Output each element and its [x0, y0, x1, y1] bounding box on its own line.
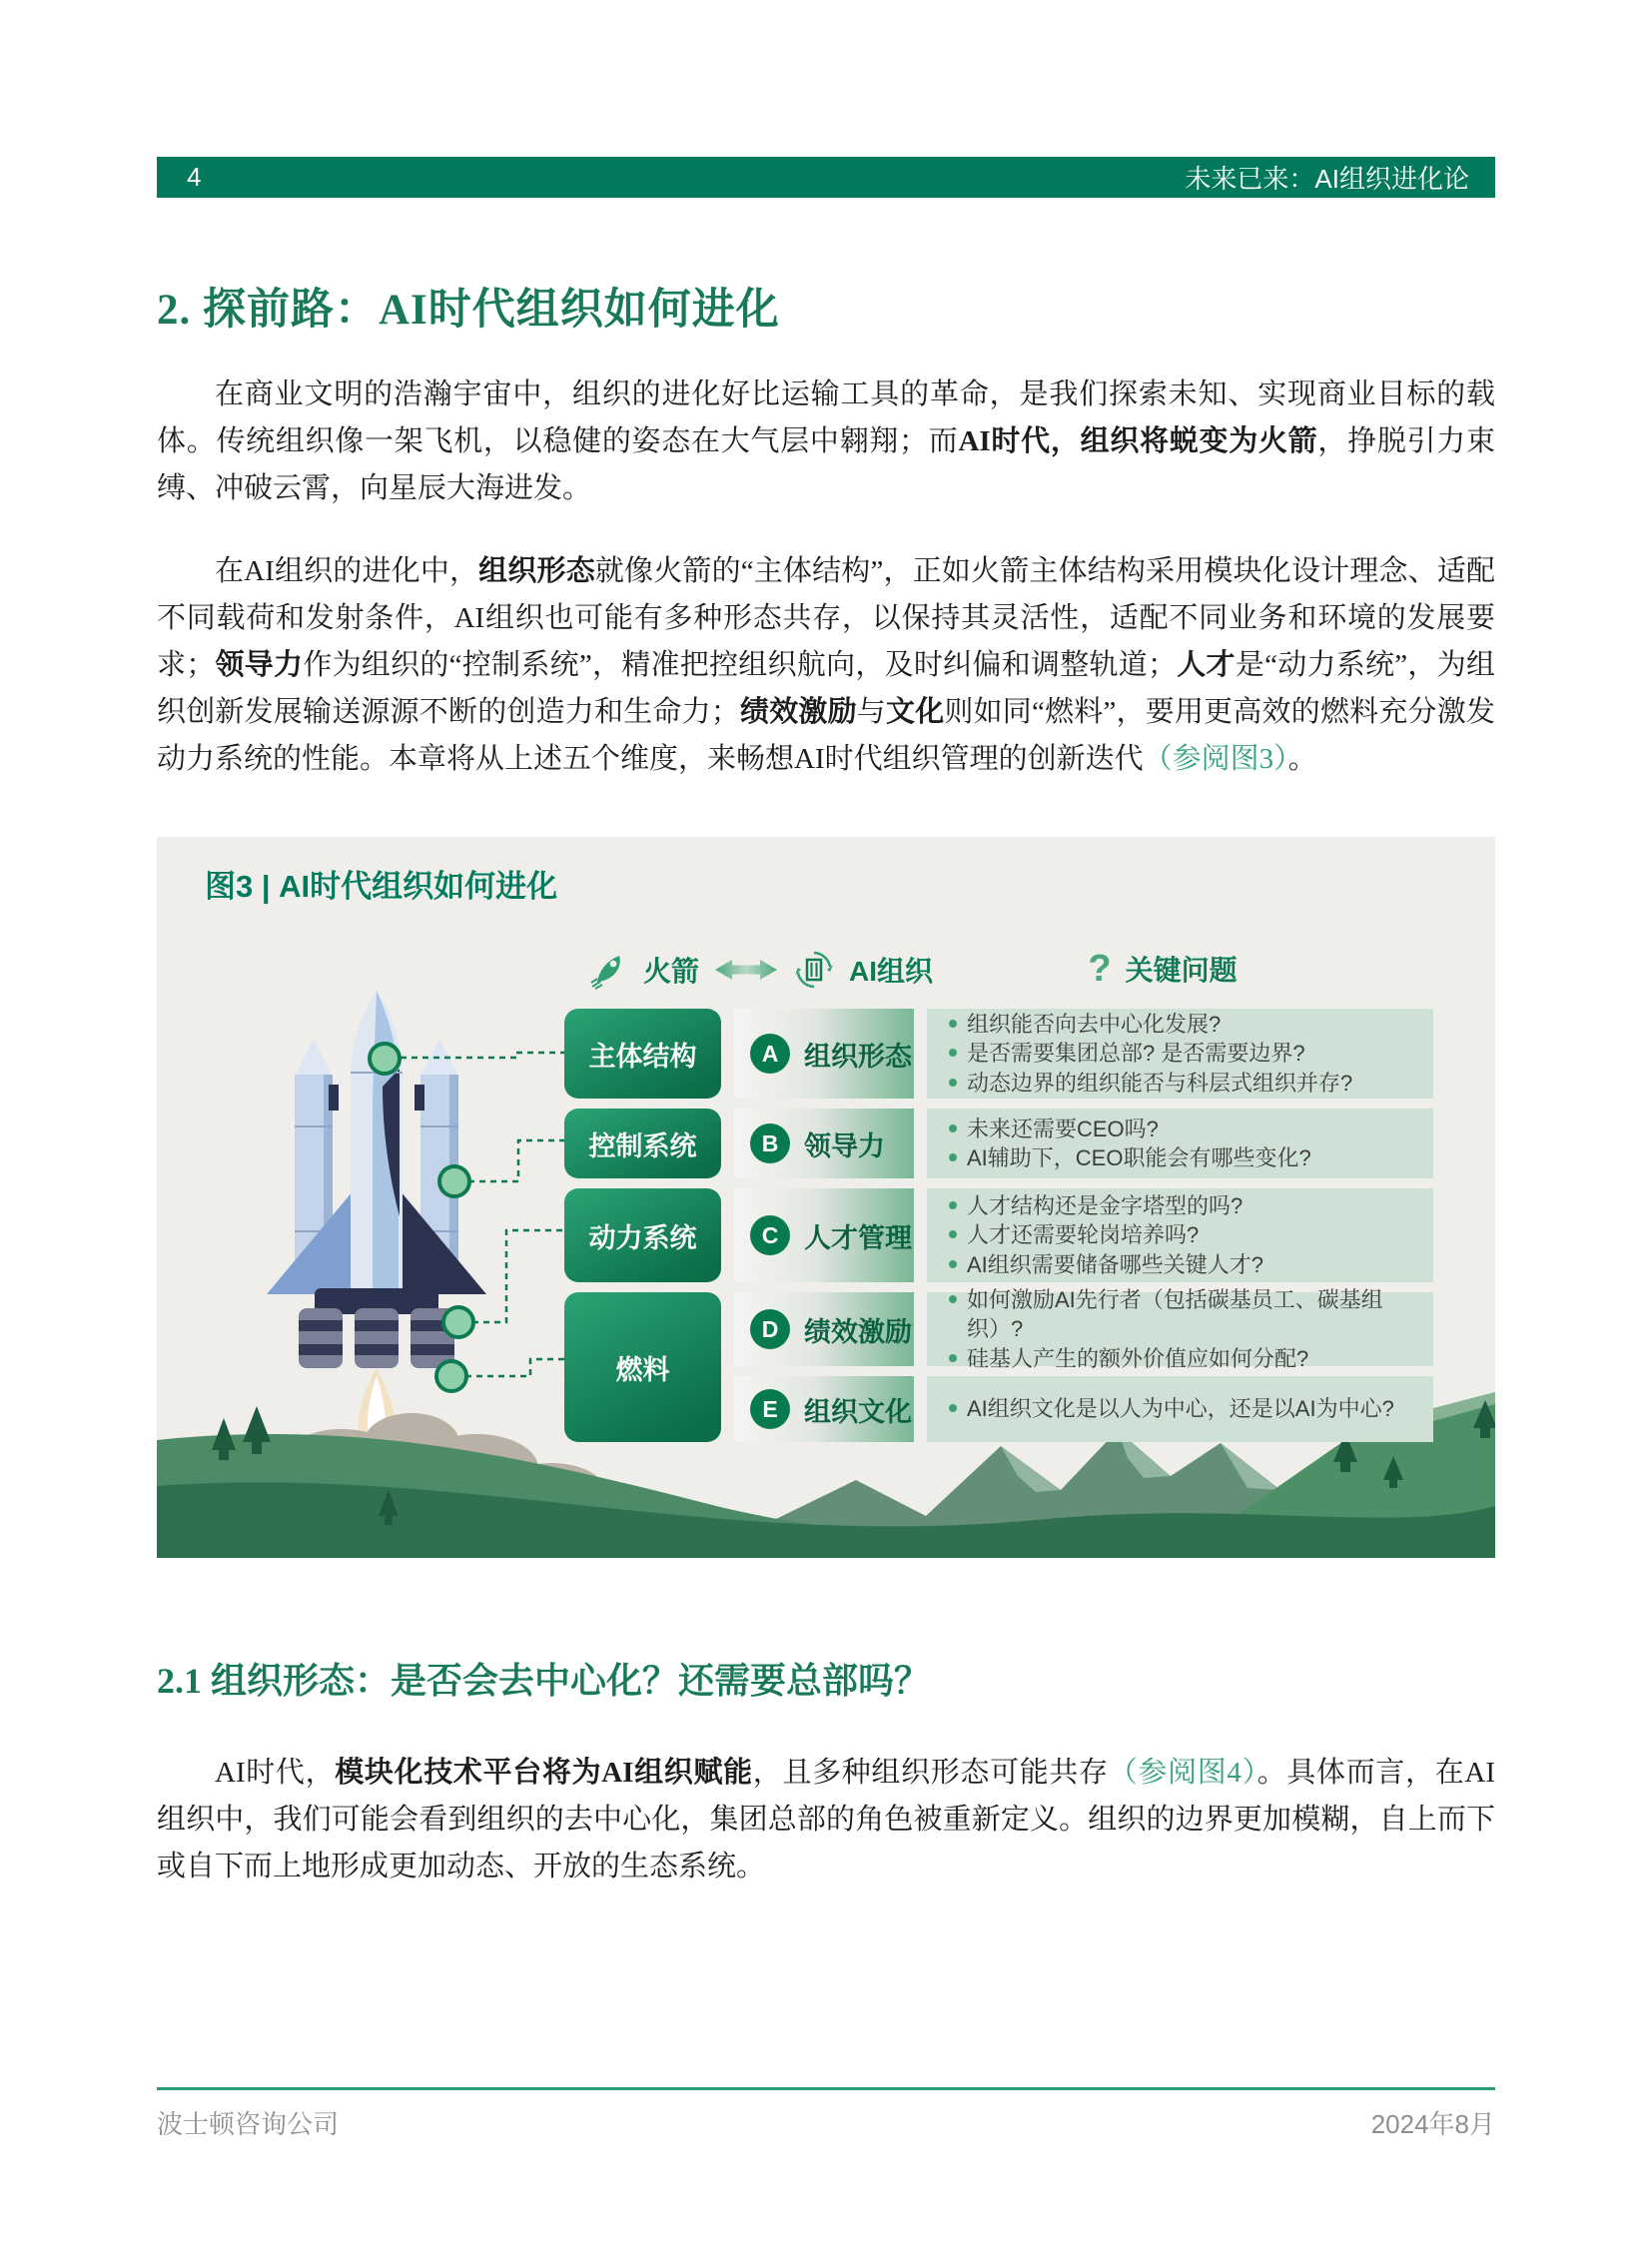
paragraph-2: 在AI组织的进化中，组织形态就像火箭的“主体结构”，正如火箭主体结构采用模块化设计理念、适配不同载荷和发射条件，AI组织也可能有多种形态共存，以保持其灵活性，适配不同业务和环境的发展要求；领导力作为组织的“控制系统”，精准把控组织航向，及时纠偏和调整轨道；人才是“动力系统”，为组织创新发展输送源源不断的创造力和生命力；绩效激励与文化则如同“燃料”，要用更高效的燃料充分激发动力系统的性能。本章将从上述五个维度，来畅想AI时代组织管理的创新迭代（参阅图3）。: [157, 555, 1495, 775]
marker-fuel: [436, 1361, 466, 1391]
figure-legend-rocket-org: [576, 949, 946, 991]
marker-control-system: [439, 1166, 469, 1196]
questions-box: [927, 1376, 1433, 1442]
question-item: [949, 1344, 1419, 1374]
question-item: [949, 1220, 1419, 1250]
question-item: [949, 1250, 1419, 1280]
question-text: 是否需要集团总部? 是否需要边界?: [967, 1041, 1305, 1067]
question-text: AI辅助下，CEO职能会有哪些变化?: [967, 1145, 1311, 1170]
dimension-label: 绩效激励: [804, 1316, 912, 1347]
questions-box: [927, 1109, 1433, 1178]
subsection-title: 2.1 组织形态：是否会去中心化？还需要总部吗？: [157, 1661, 931, 1701]
question-text: 人才结构还是金字塔型的吗?: [967, 1192, 1243, 1218]
question-item: [949, 1115, 1419, 1144]
question-mark-icon: ?: [1088, 948, 1112, 990]
double-arrow-icon: [713, 957, 779, 983]
figure-title: 图3 | AI时代组织如何进化: [205, 869, 558, 904]
question-text: AI组织文化是以人为中心，还是以AI为中心?: [967, 1396, 1394, 1422]
question-item: [949, 1069, 1419, 1099]
footer-company: 波士顿咨询公司: [157, 2109, 340, 2139]
bullet-icon: [949, 1153, 957, 1161]
bullet-icon: [949, 1020, 957, 1028]
page-header-bar: [157, 157, 1495, 198]
bullet-icon: [949, 1295, 957, 1303]
system-box: 燃料: [564, 1292, 721, 1442]
dimension-box: [734, 1292, 914, 1366]
legend-rocket-label: 火箭: [642, 956, 699, 987]
rocket-icon: [589, 950, 629, 990]
running-title: 未来已来：AI组织进化论: [1185, 164, 1469, 194]
letter-badge: E: [750, 1389, 790, 1429]
question-text: 人才还需要轮岗培养吗?: [967, 1222, 1200, 1248]
dimension-label: 人才管理: [804, 1222, 912, 1253]
bullet-icon: [949, 1260, 957, 1268]
paragraph-3: AI时代，模块化技术平台将为AI组织赋能，且多种组织形态可能共存（参阅图4）。具体而言，在AI组织中，我们可能会看到组织的去中心化，集团总部的角色被重新定义。组织的边界更加模糊，自上而下或自下而上地形成更加动态、开放的生态系统。: [157, 1757, 1495, 1882]
system-box: 主体结构: [564, 1009, 721, 1099]
dimension-box: [734, 1009, 914, 1099]
legend-questions-label: 关键问题: [1125, 955, 1238, 986]
questions-box: [927, 1188, 1433, 1282]
footer-date: 2024年8月: [1370, 2109, 1495, 2139]
system-box: 动力系统: [564, 1188, 721, 1282]
letter-badge: D: [750, 1309, 790, 1349]
figure-legend-questions: [1033, 949, 1292, 989]
question-text: AI组织需要储备哪些关键人才?: [967, 1251, 1264, 1277]
question-text: 硅基人产生的额外价值应如何分配?: [967, 1345, 1309, 1371]
question-text: 动态边界的组织能否与科层式组织并存?: [967, 1070, 1353, 1096]
dimension-label: 组织形态: [804, 1041, 912, 1072]
organization-cycle-icon: [793, 949, 835, 991]
bullet-icon: [949, 1201, 957, 1209]
letter-badge: A: [750, 1034, 790, 1074]
bullet-icon: [949, 1079, 957, 1087]
questions-box: [927, 1286, 1433, 1371]
marker-body-structure: [370, 1044, 400, 1074]
dimension-box: [734, 1376, 914, 1442]
bullet-icon: [949, 1124, 957, 1132]
question-item: [949, 1285, 1419, 1344]
page-number: 4: [187, 162, 202, 192]
rocket-illustration: [167, 977, 586, 1436]
figure-table: [564, 1009, 1433, 1442]
bullet-icon: [949, 1049, 957, 1057]
letter-badge: B: [750, 1123, 790, 1163]
dimension-box: [734, 1188, 914, 1282]
legend-org-label: AI组织: [849, 956, 934, 987]
question-text: 组织能否向去中心化发展?: [967, 1011, 1222, 1037]
question-item: [949, 1394, 1419, 1424]
dimension-label: 领导力: [804, 1130, 885, 1161]
dimension-label: 组织文化: [804, 1396, 912, 1427]
question-item: [949, 1191, 1419, 1221]
question-text: 未来还需要CEO吗?: [967, 1116, 1159, 1141]
bullet-icon: [949, 1354, 957, 1362]
bullet-icon: [949, 1230, 957, 1238]
dimension-box: [734, 1109, 914, 1178]
figure-3: [157, 837, 1495, 1558]
bullet-icon: [949, 1404, 957, 1412]
letter-badge: C: [750, 1215, 790, 1255]
questions-box: [927, 1009, 1433, 1099]
page-footer: [157, 2087, 1495, 2141]
paragraph-1: 在商业文明的浩瀚宇宙中，组织的进化好比运输工具的革命，是我们探索未知、实现商业目标的载体。传统组织像一架飞机，以稳健的姿态在大气层中翱翔；而AI时代，组织将蜕变为火箭，挣脱引力束缚、冲破云霄，向星辰大海进发。: [157, 378, 1495, 504]
section-title: 2. 探前路：AI时代组织如何进化: [157, 287, 780, 334]
system-box: 控制系统: [564, 1109, 721, 1178]
question-item: [949, 1010, 1419, 1040]
question-item: [949, 1039, 1419, 1069]
question-item: [949, 1143, 1419, 1173]
question-text: 如何激励AI先行者（包括碳基员工、碳基组织）?: [967, 1286, 1383, 1342]
marker-power-system: [443, 1307, 473, 1337]
